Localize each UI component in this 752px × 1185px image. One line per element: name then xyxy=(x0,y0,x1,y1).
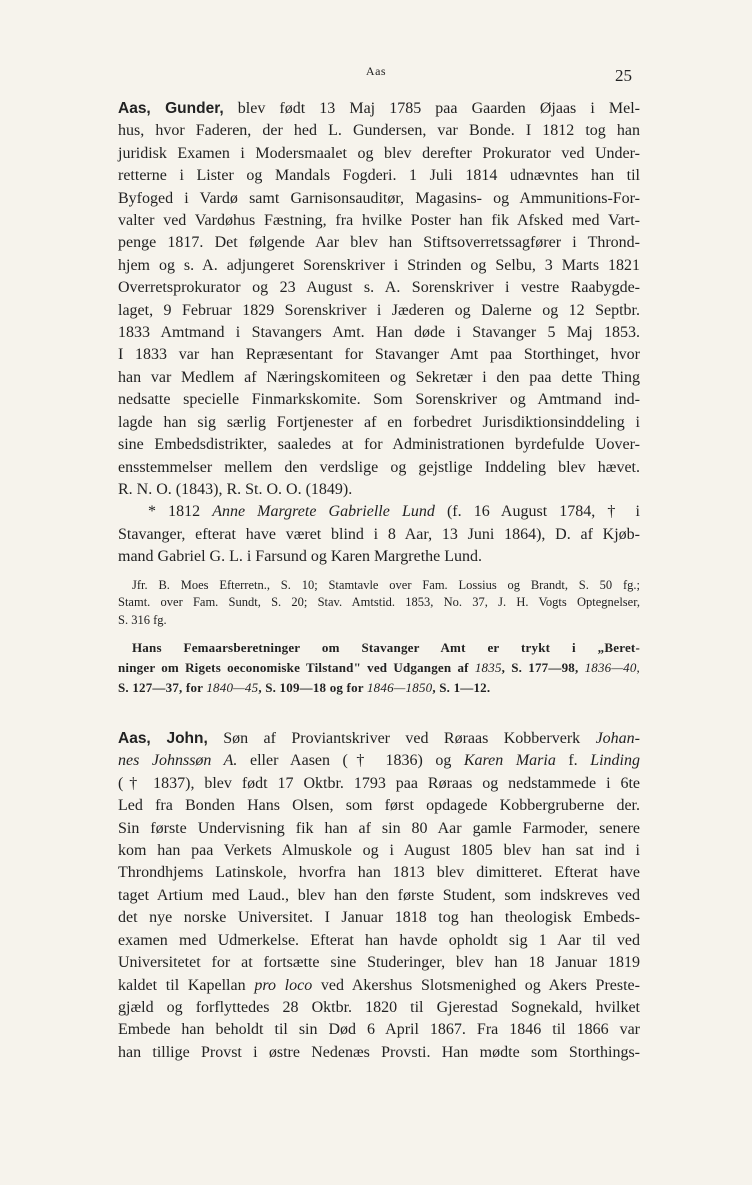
headword: Aas, Gunder, xyxy=(118,100,224,117)
entry-line: 1833 Amtmand i Stavangers Amt. Han døde i Stavanger 5 Maj 1853. xyxy=(118,324,640,342)
text-span: * 1812 xyxy=(148,503,213,521)
entry-line: hus, hvor Faderen, der hed L. Gundersen, var Bonde. I 1812 tog han xyxy=(118,122,640,140)
works-line xyxy=(118,678,640,698)
entry-line: Overretsprokurator og 23 August s. A. Sorenskriver i vestre Raabygde- xyxy=(118,279,640,297)
text-span: f. xyxy=(555,752,591,770)
entry-line: juridisk Examen i Modersmaalet og blev derefter Prokurator ved Under- xyxy=(118,144,640,162)
entry-line: taget Artium med Laud., blev han den første Student, som indskreves ved xyxy=(118,886,640,904)
entry-line: kom han paa Verkets Almuskole og i August 1805 blev han sat ind i xyxy=(118,842,640,860)
reference-line: Stamt. over Fam. Sundt, S. 20; Stav. Amtstid. 1853, No. 37, J. H. Vogts Optegnelser, xyxy=(118,595,640,610)
text-span: , S. 177—98, xyxy=(501,660,585,676)
text-span: eller Aasen († 1836) og xyxy=(237,752,464,770)
entry-line: examen med Udmerkelse. Efterat han havde opholdt sig 1 Aar til ved xyxy=(118,931,640,949)
entry-line: Throndhjems Latinskole, hvorfra han 1813 blev dimitteret. Efterat have xyxy=(118,864,640,882)
entry-aas-john xyxy=(118,728,640,1064)
text-span: Søn af Proviantskriver ved Røraas Kobberverk xyxy=(207,730,596,748)
entry-aas-gunder xyxy=(118,98,640,698)
entry-line: Embede han beholdt til sin Død 6 April 1867. Fra 1846 til 1866 var xyxy=(118,1021,640,1039)
wife-name: Anne Margrete Gabrielle Lund xyxy=(212,503,435,521)
entry-line: retterne i Lister og Mandals Fogderi. 1 Juli 1814 udnævntes han til xyxy=(118,167,640,185)
page-number: 25 xyxy=(615,66,632,85)
entry-line: ensstemmelser mellem den verdslige og gejstlige Inddeling blev hævet. xyxy=(118,458,640,476)
entry-line: nedsatte specielle Finmarkskomite. Som Sorenskriver og Amtmand ind- xyxy=(118,391,640,409)
text-span: blev født 13 Maj 1785 paa Gaarden Øjaas i Mel- xyxy=(223,100,640,117)
reference-line: S. 316 fg. xyxy=(118,612,167,627)
entry-line: Stavanger, efterat have været blind i 8 Aar, 13 Juni 1864), D. af Kjøb- xyxy=(118,525,640,543)
entry-line: laget, 9 Februar 1829 Sorenskriver i Jæderen og Dalerne og 12 Septbr. xyxy=(118,301,640,319)
text-span: ninger om Rigets oeconomiske Tilstand" ved Udgangen af xyxy=(118,660,475,676)
entry-line xyxy=(118,728,640,750)
body-text xyxy=(118,98,640,1064)
entry-line xyxy=(118,975,640,997)
year-span: 1835 xyxy=(474,660,502,676)
headword: Aas, John, xyxy=(118,730,208,748)
text-span: , S. 1—12. xyxy=(432,680,491,696)
reference-line: Jfr. B. Moes Efterretn., S. 10; Stamtavle over Fam. Lossius og Brandt, S. 50 fg.; xyxy=(132,577,640,592)
name-span: Linding xyxy=(590,752,640,770)
entry-line xyxy=(118,750,640,772)
year-span: 1840—45 xyxy=(206,680,259,696)
entry-line xyxy=(118,98,640,120)
works-note xyxy=(118,638,640,698)
running-head: Aas xyxy=(365,64,387,78)
entry-line: det nye norske Universitet. I Januar 1818 tog han theologisk Embeds- xyxy=(118,909,640,927)
latin-phrase: pro loco xyxy=(254,976,313,994)
entry-line: mand Gabriel G. L. i Farsund og Karen Margrethe Lund. xyxy=(118,548,483,566)
entry-line: sine Embedsdistrikter, saaledes at for Administrationen byrdefulde Uover- xyxy=(118,436,640,454)
entry-line: valter ved Vardøhus Fæstning, fra hvilke Poster han fik Afsked med Vart- xyxy=(118,212,640,230)
entry-line: R. N. O. (1843), R. St. O. O. (1849). xyxy=(118,480,353,498)
name-span: Karen Maria xyxy=(463,752,556,770)
entry-line: I 1833 var han Repræsentant for Stavanger Amt paa Storthinget, hvor xyxy=(118,346,640,364)
entry-line: gjæld og forflyttedes 28 Oktbr. 1820 til Gjerestad Sognekald, hvilket xyxy=(118,998,640,1016)
wife-line xyxy=(118,501,640,523)
entry-line: han var Medlem af Næringskomiteen og Sekretær i den paa dette Thing xyxy=(118,368,640,386)
works-line: Hans Femaarsberetninger om Stavanger Amt er trykt i „Beret- xyxy=(132,640,640,656)
entry-line: Universitetet for at fortsætte sine Studeringer, blev han 18 Januar 1819 xyxy=(118,954,640,972)
entry-line: han tillige Provst i østre Nedenæs Provsti. Han mødte som Storthings- xyxy=(118,1043,640,1061)
text-span: , S. 109—18 og for xyxy=(258,680,367,696)
name-span: Johan- xyxy=(595,730,640,748)
year-span: 1836—40, xyxy=(584,660,640,676)
entry-line: hjem og s. A. adjungeret Sorenskriver i Strinden og Selbu, 3 Marts 1821 xyxy=(118,256,640,274)
entry-line: Led fra Bonden Hans Olsen, som først opdagede Kobbergruberne der. xyxy=(118,797,640,815)
entry-line: Byfoged i Vardø samt Garnisonsauditør, Magasins- og Ammunitions-For- xyxy=(118,189,640,207)
entry-line: penge 1817. Det følgende Aar blev han Stiftsoverretssagfører i Thrond- xyxy=(118,234,640,252)
works-line xyxy=(118,658,640,678)
entry-line: († 1837), blev født 17 Oktbr. 1793 paa Røraas og nedstammede i 6te xyxy=(118,774,640,792)
text-span: kaldet til Kapellan xyxy=(118,976,255,994)
references xyxy=(118,577,640,630)
text-span: (f. 16 August 1784, † i xyxy=(434,503,640,521)
entry-line: Sin første Undervisning fik han af sin 80 Aar gamle Farmoder, senere xyxy=(118,819,640,837)
text-span: ved Akershus Slotsmenighed og Akers Preste- xyxy=(312,976,640,994)
name-span: nes Johnssøn A. xyxy=(118,752,238,770)
text-span: S. 127—37, for xyxy=(118,680,207,696)
entry-line: lagde han sig særlig Fortjenester af en forbedret Jurisdiktionsinddeling i xyxy=(118,413,640,431)
year-span: 1846—1850 xyxy=(366,680,433,696)
